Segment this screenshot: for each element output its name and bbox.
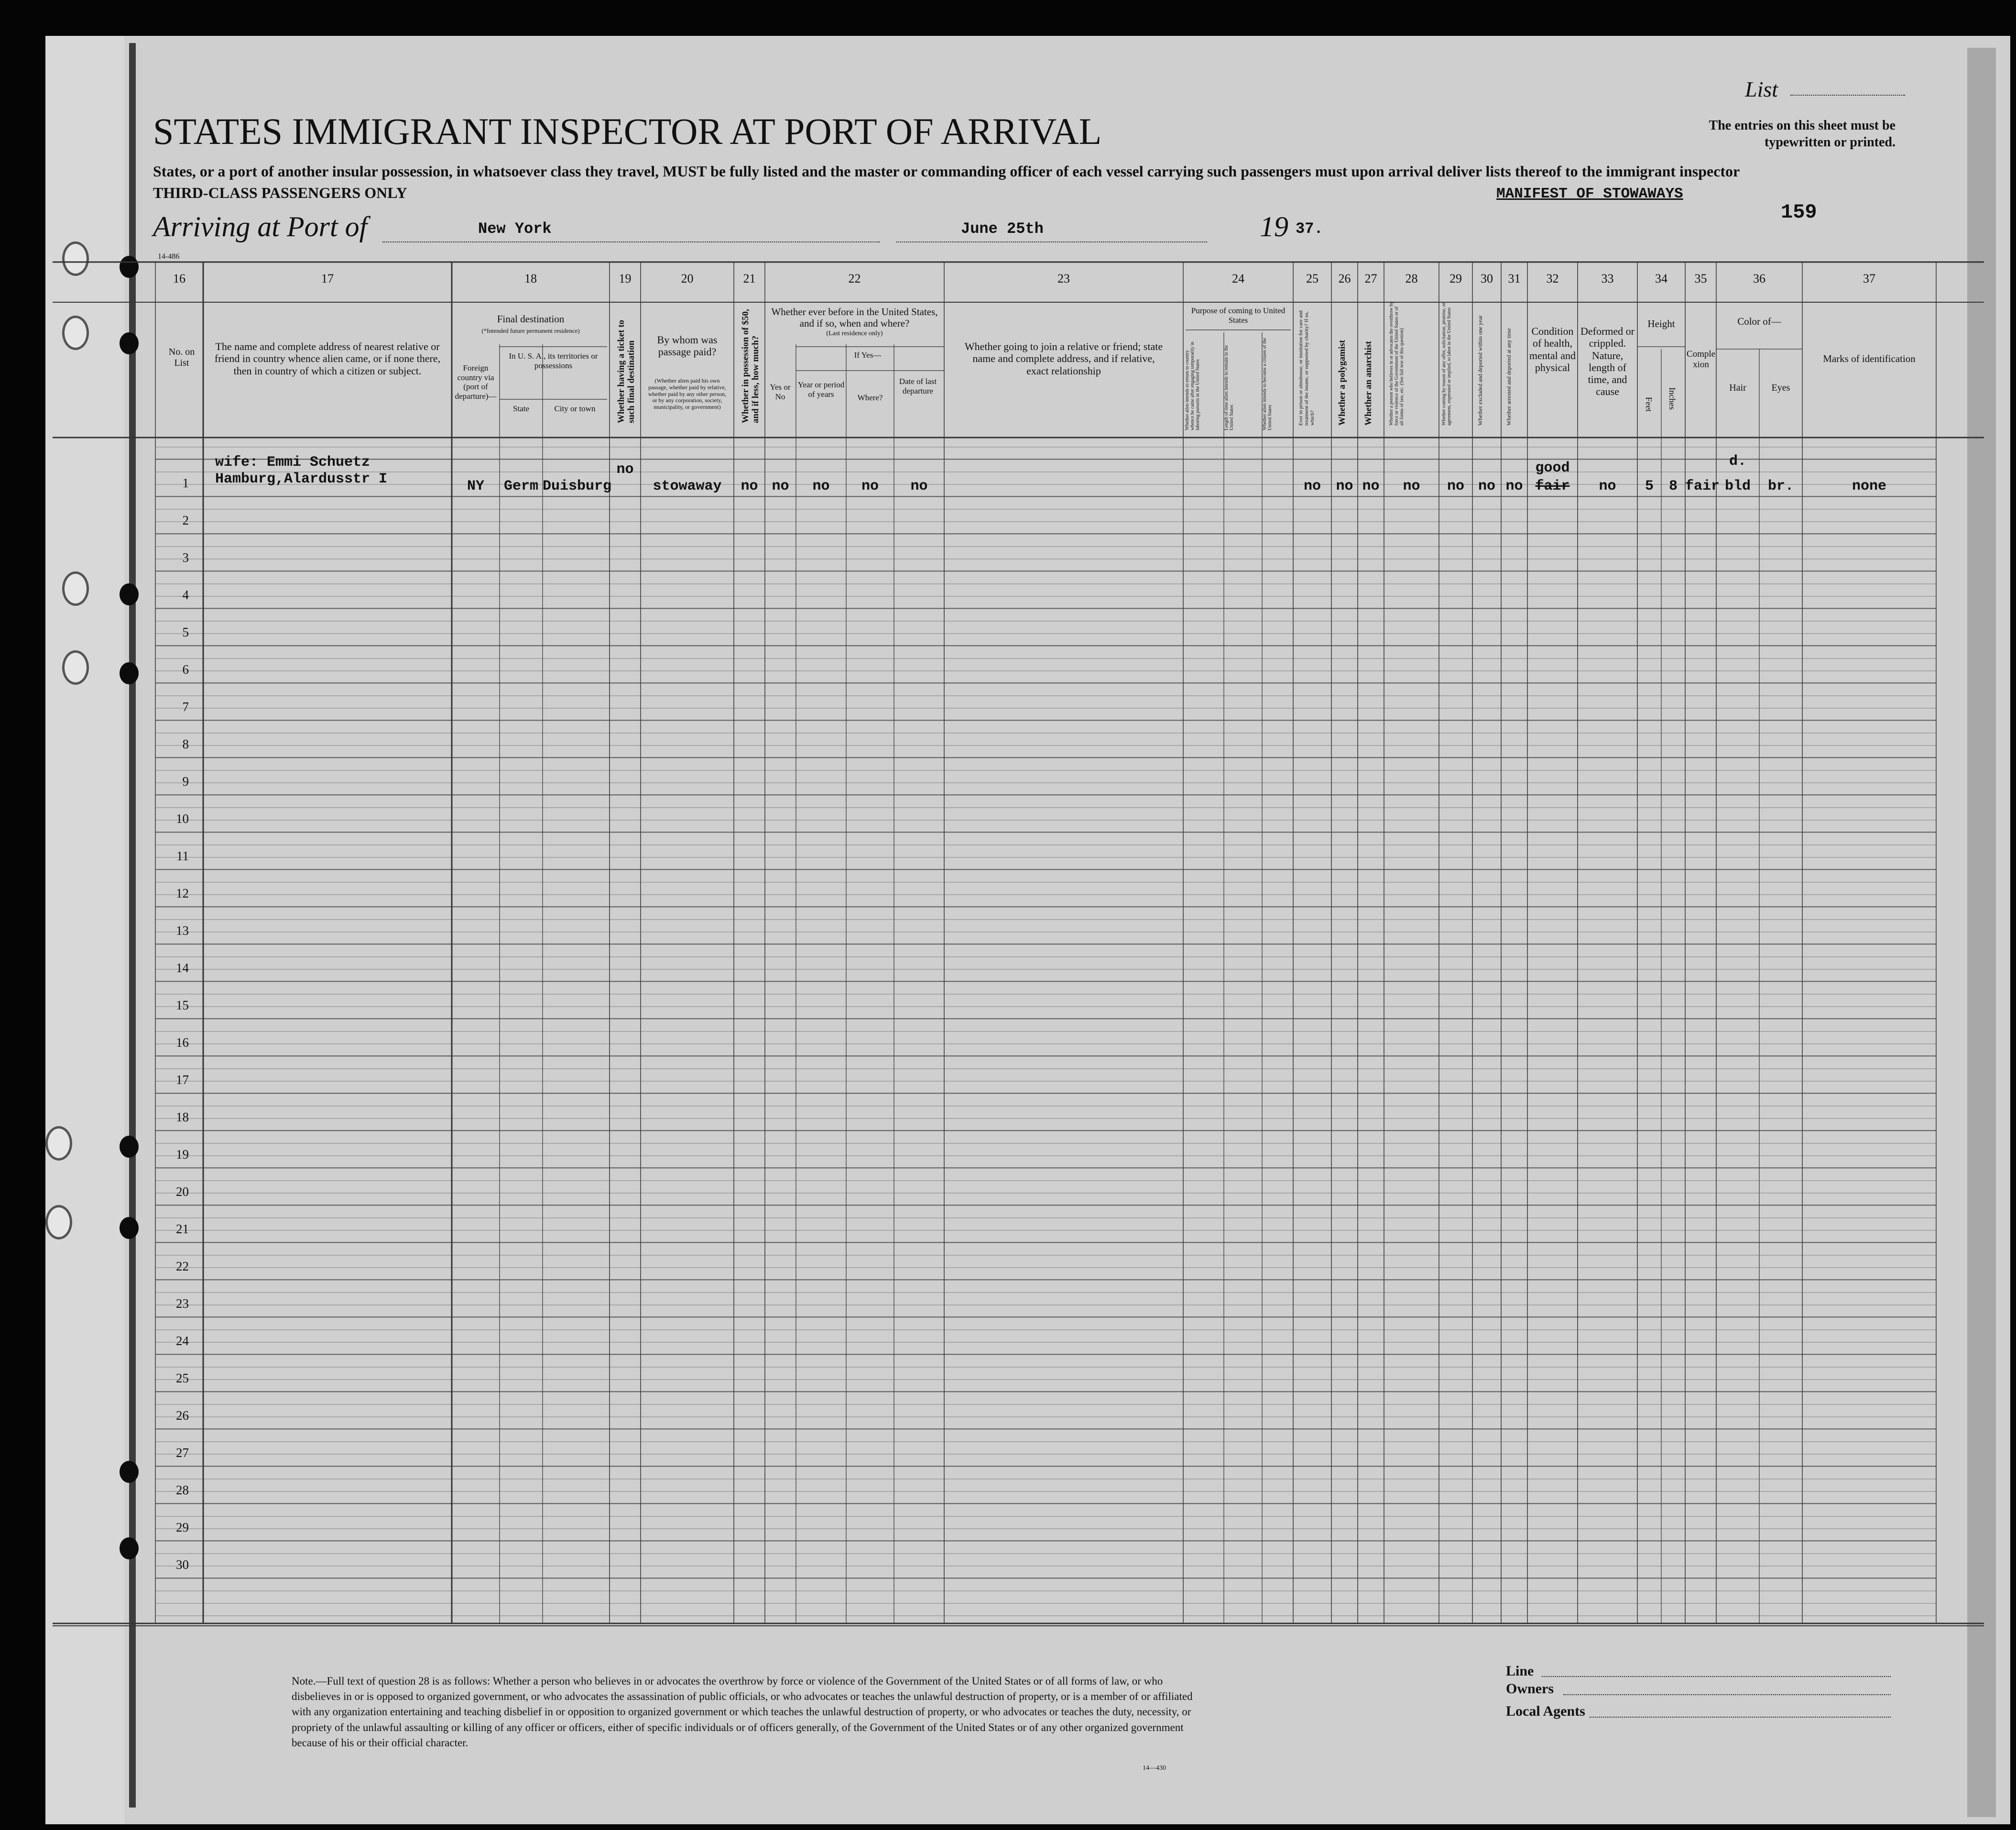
header-ticket: Whether having a ticket to such final destination <box>616 319 636 423</box>
header-no-on-list: No. on List <box>168 347 195 368</box>
entry-c29: no <box>1447 478 1464 494</box>
header-deformed: Deformed or crippled. Nature, length of time, and cause <box>1580 325 1635 398</box>
header-in-usa: In U. S. A., its territories or possessions <box>509 351 598 370</box>
header-state: State <box>513 404 529 413</box>
header-passage-note: (Whether alien paid his own passage, whether paid by relative, whether paid by any other person, or by any corporation, society, municipality, or government) <box>648 377 727 411</box>
col-number: 30 <box>1481 272 1493 285</box>
header-last-residence: (Last residence only) <box>826 330 883 337</box>
entry-health-struck: fair <box>1535 478 1570 494</box>
col-number: 17 <box>321 272 334 285</box>
form-title: STATES IMMIGRANT INSPECTOR AT PORT OF ARRIVAL <box>153 110 1102 152</box>
col-number: 31 <box>1508 272 1521 285</box>
row-number: 6 <box>182 662 189 677</box>
entry-foreign-via: NY <box>467 478 484 494</box>
col-number: 26 <box>1338 272 1351 285</box>
port-value: New York <box>478 220 552 238</box>
footer-agents-label: Local Agents <box>1506 1703 1585 1719</box>
row-number: 5 <box>182 625 189 639</box>
row-number: 7 <box>182 700 189 714</box>
entry-complexion: fair <box>1685 478 1720 494</box>
header-overthrow: Whether a person who believes in or advocates the overthrow by force or violence of the Government of the United States or of all forms of law, etc. (See full text of this question) <box>1389 301 1405 426</box>
col-number: 34 <box>1655 272 1667 285</box>
header-purpose: Purpose of coming to United States <box>1191 306 1286 325</box>
col-number: 18 <box>524 272 537 285</box>
row-number: 9 <box>182 774 189 789</box>
col-number: 36 <box>1753 272 1765 285</box>
arriving-label: Arriving at Port of <box>153 211 368 242</box>
row-number: 27 <box>176 1446 189 1460</box>
row-number: 29 <box>176 1520 189 1534</box>
row-number: 24 <box>176 1334 189 1348</box>
entry-c27: no <box>1362 478 1380 494</box>
col-number: 27 <box>1364 272 1377 285</box>
col-number: 20 <box>681 272 694 285</box>
typewritten-note: The entries on this sheet must be typewritten or printed. <box>1709 118 1896 150</box>
entry-hair-line1: d. <box>1729 453 1746 470</box>
footer-agents-rule <box>1590 1717 1891 1718</box>
header-height: Height <box>1647 318 1675 329</box>
entry-money: no <box>741 478 758 494</box>
row-number: 19 <box>176 1147 189 1162</box>
header-final-destination-note: (*Intended future permanent residence) <box>481 327 580 334</box>
header-city: City or town <box>554 404 596 413</box>
header-year-period: Year or period of years <box>797 380 845 399</box>
header-excluded: Whether excluded and deported within one year <box>1477 315 1483 426</box>
form-id-top: 14-486 <box>158 252 180 261</box>
date-value: June 25th <box>961 220 1044 238</box>
entry-c28: no <box>1403 478 1420 494</box>
header-complexion: Complexion <box>1686 349 1716 370</box>
col-number: 32 <box>1546 272 1559 285</box>
row-number: 10 <box>176 811 189 826</box>
col-number: 29 <box>1449 272 1462 285</box>
instructions-line: States, or a port of another insular possession, in whatsoever class they travel, MUST be fully listed and the master or commanding officer of each vessel carrying such passengers must upon arrival deliver lists thereof to the immigrant inspector <box>153 163 1740 180</box>
entry-c26: no <box>1336 478 1353 494</box>
entry-date-departure: no <box>910 478 928 494</box>
col-number: 35 <box>1694 272 1707 285</box>
class-line: THIRD-CLASS PASSENGERS ONLY <box>153 184 407 201</box>
entry-deformed: no <box>1599 478 1616 494</box>
header-become-citizen: Whether alien intends to become a citizen of the United States <box>1262 338 1273 430</box>
row-number: 30 <box>176 1557 189 1572</box>
header-labor-offer: Whether coming by reason of any offer, solicitation, promise, or agreement, expressed or implied, to labor in the United States <box>1441 302 1452 426</box>
col-number: 16 <box>173 272 185 285</box>
col-number: 22 <box>848 272 861 285</box>
header-health: Condition of health, mental and physical <box>1529 325 1576 373</box>
col-number: 33 <box>1601 272 1614 285</box>
header-anarchist: Whether an anarchist <box>1363 341 1373 426</box>
header-fifty-dollars: Whether in possession of $50, and if less, how much? <box>741 309 761 423</box>
header-hair: Hair <box>1729 383 1746 393</box>
footer-line-rule <box>1542 1676 1891 1677</box>
header-marks: Marks of identification <box>1823 353 1916 364</box>
entry-state: Germ <box>503 478 538 494</box>
row-number: 3 <box>182 550 189 565</box>
entry-c30: no <box>1478 478 1495 494</box>
entry-marks: none <box>1852 478 1886 494</box>
year-prefix: 19 <box>1260 211 1288 242</box>
header-passage-paid: By whom was passage paid? <box>657 334 718 358</box>
col-number: 25 <box>1306 272 1319 285</box>
row-number: 20 <box>176 1184 189 1199</box>
header-eyes: Eyes <box>1771 383 1790 393</box>
row-number: 12 <box>176 886 189 900</box>
entry-inches: 8 <box>1668 478 1678 494</box>
col-number: 21 <box>743 272 756 285</box>
row-number: 11 <box>176 849 189 863</box>
entry-relative-line2: Hamburg,Alardusstr I <box>215 471 388 487</box>
row-number: 25 <box>176 1371 189 1385</box>
footer-owners-label: Owners <box>1506 1681 1554 1697</box>
row-number: 15 <box>176 998 189 1012</box>
row-number: 17 <box>176 1073 189 1087</box>
row-number: 16 <box>176 1035 189 1050</box>
entry-where: no <box>861 478 879 494</box>
manifest-label: MANIFEST OF STOWAWAYS <box>1496 186 1683 202</box>
header-polygamist: Whether a polygamist <box>1337 340 1347 426</box>
entry-ticket: no <box>616 461 634 478</box>
header-join-relative: Whether going to join a relative or friend; state name and complete address, and if relative, exact relationship <box>964 340 1163 377</box>
row-number: 23 <box>176 1296 189 1311</box>
row-number: 2 <box>182 513 189 527</box>
col-number: 24 <box>1232 272 1244 285</box>
entry-eyes: br. <box>1767 478 1794 494</box>
col-number: 19 <box>619 272 632 285</box>
col-number: 28 <box>1405 272 1418 285</box>
header-length-of-time: Length of time alien intends to remain in the United States <box>1224 345 1234 430</box>
header-feet: Feet <box>1644 397 1654 412</box>
header-date-last-departure: Date of last departure <box>899 377 937 395</box>
entry-c25: no <box>1303 478 1321 494</box>
header-final-destination: Final destination <box>497 313 565 325</box>
row-number: 13 <box>176 923 189 938</box>
row-number: 21 <box>176 1222 189 1236</box>
header-intends-return: Whether alien intends to return to country whence he came after engaging temporarily in laboring pursuits in the United States <box>1185 341 1200 430</box>
header-nearest-relative: The name and complete address of nearest relative or friend in country whence alien came, or if none there, then in country of which a citizen or subject. <box>214 340 441 377</box>
header-prison: Ever in prison or almshouse, or institution for care and treatment of the insane, or supported by charity? If so, which? <box>1298 310 1316 426</box>
footer-owners-rule <box>1563 1694 1891 1695</box>
entry-feet: 5 <box>1645 478 1654 494</box>
page-number: 159 <box>1781 201 1817 224</box>
header-inches: Inches <box>1667 387 1677 410</box>
footer-line-label: Line <box>1506 1663 1534 1679</box>
entry-passage-paid: stowaway <box>653 478 722 494</box>
row-number: 8 <box>182 737 189 751</box>
entry-city: Duisburg <box>543 478 612 494</box>
entry-year-period: no <box>812 478 830 494</box>
header-yes-or-no: Yes or No <box>770 383 791 401</box>
header-where: Where? <box>857 393 883 402</box>
header-ever-before: Whether ever before in the United States, and if so, when and where? <box>771 306 938 329</box>
header-foreign-country: Foreign country via (port of departure)— <box>455 363 497 401</box>
row-number: 28 <box>176 1483 189 1497</box>
row-number: 22 <box>176 1259 189 1273</box>
header-if-yes: If Yes— <box>854 351 882 360</box>
entry-before-yes-no: no <box>772 478 789 494</box>
list-label: List <box>1745 77 1778 101</box>
header-color-of: Color of— <box>1737 316 1781 327</box>
row-number: 14 <box>176 961 189 975</box>
year-value: 37. <box>1296 220 1323 238</box>
row-number: 1 <box>182 476 189 490</box>
row-number: 26 <box>176 1408 189 1423</box>
entry-c31: no <box>1505 478 1523 494</box>
header-arrested: Whether arrested and deported at any time <box>1505 328 1512 426</box>
footer-note: Note.—Full text of question 28 is as follows: Whether a person who believes in or advocates the overthrow by force or violence of the Government of the United States or of all forms of law, or who disbelieves in or is opposed to organized government, or who advocates the assassination of public officials, or who advocates or teaches the unlawful destruction of property, or is a member of or affiliated with any organization entertaining and teaching disbelief in or opposition to organized government or which teaches the unlawful destruction of property, or who advocates or teaches the duty, necessity, or propriety of the unlawful assaulting or killing of any officer or officers, either of specific individuals or of officers generally, of the Government of the United States or of any other organized government because of his or their official character. <box>292 1675 1193 1749</box>
entry-health: good <box>1535 460 1570 476</box>
footer-form-code: 14—430 <box>1143 1764 1166 1772</box>
row-number: 4 <box>182 588 189 602</box>
entry-relative-line1: wife: Emmi Schuetz <box>215 454 371 471</box>
row-number: 18 <box>176 1110 189 1124</box>
col-number: 23 <box>1057 272 1070 285</box>
entry-hair-line2: bld <box>1724 478 1751 494</box>
col-number: 37 <box>1863 272 1875 285</box>
